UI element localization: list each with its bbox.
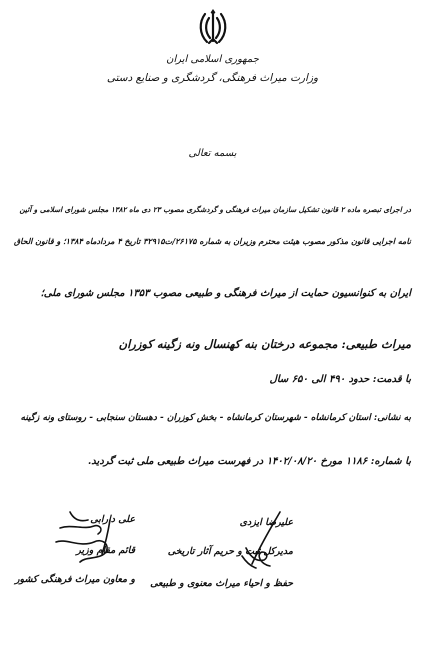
republic-name: جمهوری اسلامی ایران bbox=[166, 54, 259, 65]
registration-statement: با شماره: ۱۱۸۶ مورخ ۱۴۰۲/۰۸/۲۰ در فهرست میراث طبیعی ملی ثبت گردید. bbox=[87, 456, 411, 467]
body-line-3: ایران به کنوانسیون حمایت از میراث فرهنگی و طبیعی مصوب ۱۳۵۳ مجلس شورای ملی؛ bbox=[40, 288, 411, 299]
signatory-right-name: علیرضا ایزدی bbox=[239, 517, 293, 528]
signatory-left-name: علی دارابی bbox=[90, 514, 135, 525]
heritage-address: به نشانی: استان کرمانشاه - شهرستان کرمانشاه - بخش کوزران - دهستان سنجابی - روستای ونه زگینه bbox=[20, 413, 411, 423]
signatory-right-title-1: مدیرکل ثبت و حریم آثار تاریخی bbox=[167, 546, 293, 557]
ministry-name: وزارت میراث فرهنگی، گردشگری و صنایع دستی bbox=[106, 72, 319, 84]
signatory-left-title-1: قائم مقام وزیر bbox=[76, 545, 135, 556]
body-line-2: نامه اجرایی قانون مذکور مصوب هیئت محترم وزیران به شماره ۲۶۱۷۵/ت۳۲۹۱۵ تاریخ ۴ مردادماه ۱۳۸۴؛ و قانون الحاق bbox=[13, 236, 411, 246]
signatory-left-title-2: و معاون میراث فرهنگی کشور bbox=[14, 574, 135, 585]
heritage-age: با قدمت: حدود ۴۹۰ الی ۶۵۰ سال bbox=[269, 374, 411, 385]
body-line-1: در اجرای تبصره ماده ۲ قانون تشکیل سازمان میراث فرهنگی و گردشگری مصوب ۲۳ دی ماه ۱۳۸۲ مجلس شورای اسلامی و آئین bbox=[19, 205, 411, 214]
signatory-right-title-2: حفظ و احیاء میراث معنوی و طبیعی bbox=[150, 578, 293, 589]
iran-emblem-icon bbox=[196, 8, 230, 48]
heritage-title: میراث طبیعی: مجموعه درختان بنه کهنسال ونه زگینه کوزران bbox=[118, 337, 411, 351]
invocation: بسمه تعالی bbox=[188, 148, 237, 159]
